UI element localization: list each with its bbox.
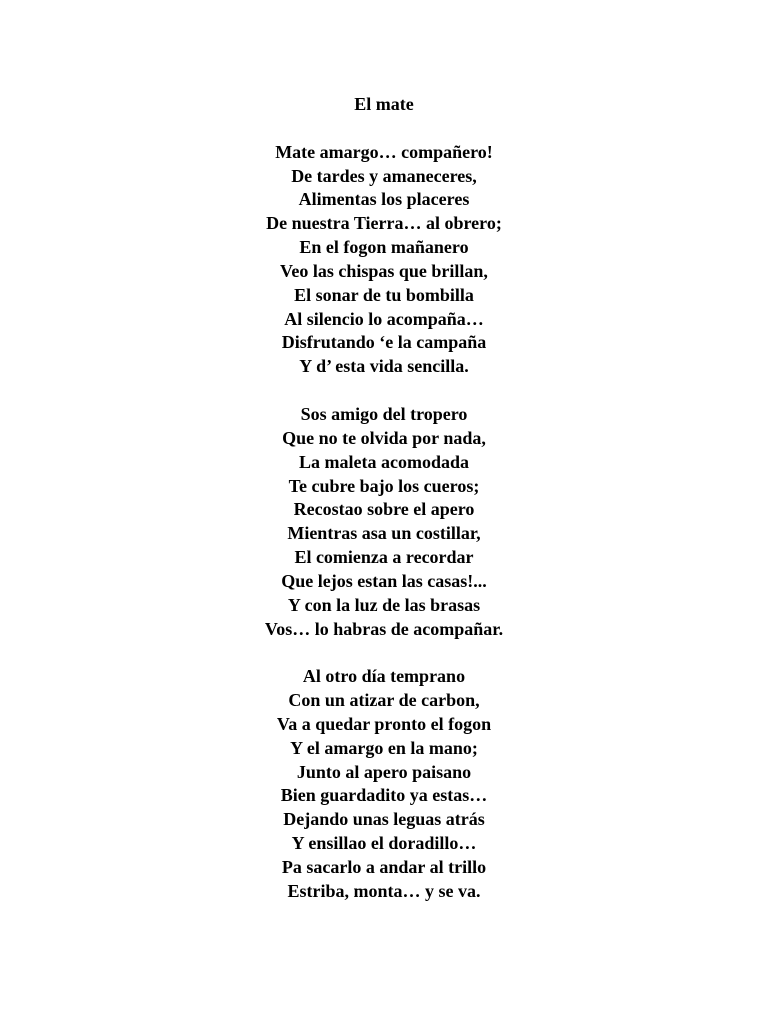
poem-line: Mate amargo… compañero! (275, 141, 493, 162)
poem-line: Sos amigo del tropero (300, 403, 468, 424)
poem-line: De nuestra Tierra… al obrero; (266, 213, 502, 234)
poem-line: Y d’ esta vida sencilla. (299, 356, 469, 377)
poem-line: Recostao sobre el apero (293, 499, 475, 520)
poem-line: La maleta acomodada (299, 451, 469, 472)
poem-line: Y el amargo en la mano; (290, 737, 478, 758)
poem-line: Veo las chispas que brillan, (280, 260, 488, 281)
poem-line: Que lejos estan las casas!... (281, 570, 487, 591)
poem-line: De tardes y amaneceres, (291, 165, 477, 186)
document-page (0, 93, 768, 928)
poem-line: Al silencio lo acompaña… (284, 308, 484, 329)
poem-line: Vos… lo habras de acompañar. (264, 618, 504, 639)
poem-line: Y con la luz de las brasas (287, 594, 481, 615)
poem-line: Alimentas los placeres (298, 189, 470, 210)
poem-line: El comienza a recordar (294, 547, 474, 568)
poem-line: Mientras asa un costillar, (287, 523, 481, 544)
poem-line: Disfrutando ‘e la campaña (281, 332, 487, 353)
stanza-1 (0, 141, 768, 379)
poem-line: Va a quedar pronto el fogon (276, 713, 492, 734)
stanza-3 (0, 665, 768, 903)
poem-line: Te cubre bajo los cueros; (288, 475, 480, 496)
poem-line: Que no te olvida por nada, (282, 427, 486, 448)
poem-line: En el fogon mañanero (299, 237, 469, 258)
poem-line: El sonar de tu bombilla (294, 284, 474, 305)
poem-line: Junto al apero paisano (296, 761, 472, 782)
poem-line: Con un atizar de carbon, (288, 690, 480, 711)
poem-line: Al otro día temprano (302, 666, 466, 687)
poem-line: Y ensillao el doradillo… (291, 833, 477, 854)
poem-title: El mate (354, 94, 414, 114)
poem-line: Dejando unas leguas atrás (283, 809, 485, 830)
poem-line: Estriba, monta… y se va. (287, 880, 481, 901)
poem-line: Bien guardadito ya estas… (280, 785, 488, 806)
poem-line: Pa sacarlo a andar al trillo (281, 857, 487, 877)
stanza-2 (0, 403, 768, 641)
